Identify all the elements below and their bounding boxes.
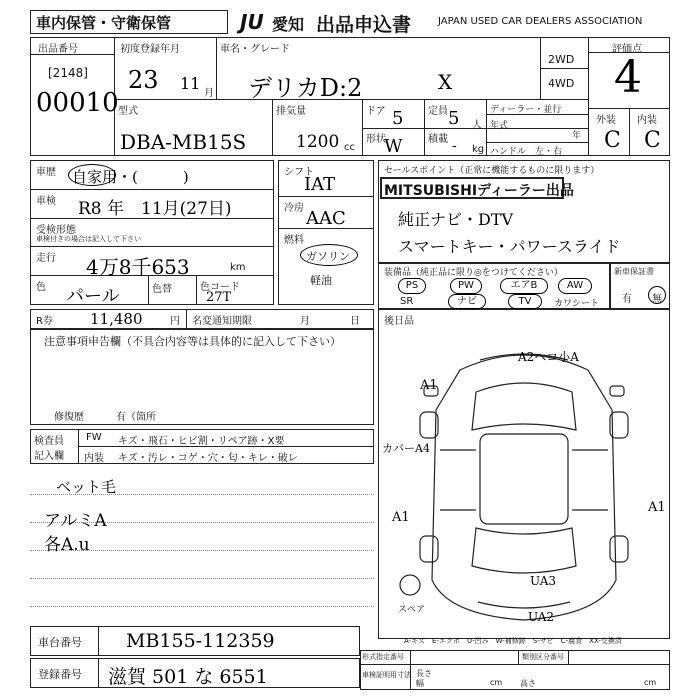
month-unit: 月 <box>300 316 310 327</box>
damage-legend: A-キズ E-エクボ U-凹み W-補修跡 S-サビ C-腐食 XX-交換済 <box>404 637 622 645</box>
type-label: 型式 <box>118 106 138 117</box>
equip-ps: PS <box>398 278 426 294</box>
capacity-unit: 人 <box>472 120 482 131</box>
fuel-label: 燃料 <box>284 235 304 246</box>
color-label: 色 <box>36 282 46 293</box>
damage-mark-ua2: UA2 <box>528 610 555 624</box>
damage-mark-cover: カバーA4 <box>382 442 430 455</box>
inspector-note-1: ベット毛 <box>56 478 117 496</box>
wd2-label: 2WD <box>548 53 575 66</box>
spare-label: スペア <box>398 605 426 615</box>
width-label: 幅 <box>416 679 424 688</box>
receipt-note: 車検付きの場合は記入して下さい <box>36 235 141 243</box>
chassis-label: 車台番号 <box>38 636 82 649</box>
shape-value: W <box>384 136 403 157</box>
inspector-row2: キズ・汚レ・コゲ・穴・匂・キレ・破レ <box>118 453 298 464</box>
plate-value: 滋賀 501 な 6551 <box>108 666 268 688</box>
recycle-label: R券 <box>36 316 53 327</box>
type-value: DBA-MB15S <box>120 130 247 154</box>
damage-mark-ua3: UA3 <box>530 574 557 588</box>
cm-1: cm <box>490 678 503 687</box>
form-title: 出品申込書 <box>316 14 412 36</box>
warranty-no: 無 <box>652 294 662 305</box>
grade-value: X <box>438 70 453 94</box>
equip-tv: TV <box>508 294 542 309</box>
storage-label: 車内保管・守衛保管 <box>36 14 172 32</box>
warranty-label: 新車保証書 <box>614 267 654 276</box>
class-label: 類別区分番号 <box>522 653 564 661</box>
day-unit: 日 <box>350 316 360 327</box>
reg-date-label: 初度登録年月 <box>120 44 180 55</box>
history-value: 自家用・( ) <box>72 168 189 186</box>
lot-number: 00010 <box>36 88 119 118</box>
repair-label: 修復歴 <box>54 412 84 423</box>
year-label: 年式 <box>490 121 509 131</box>
eval-label: 評価点 <box>612 44 642 55</box>
inspect-value: R8 年 11月(27日) <box>78 199 232 219</box>
model-label: 車名・グレード <box>220 44 290 55</box>
displacement-label: 排気量 <box>276 106 306 117</box>
receipt-label: 受検形態 <box>36 225 76 236</box>
height-label: 高さ <box>520 679 536 688</box>
reg-month-unit: 月 <box>204 88 214 99</box>
recycle-unit: 円 <box>170 316 180 327</box>
reg-year: 23 <box>128 66 159 94</box>
cm-2: cm <box>644 678 657 687</box>
org-name: 愛知 <box>272 15 305 34</box>
equip-airbag: エアB <box>500 278 548 294</box>
load-label: 積載 <box>428 134 448 145</box>
inspector-row2-head: 内装 <box>84 453 104 464</box>
handle-label: ハンドル 左・右 <box>490 147 563 157</box>
inspect-label: 車検 <box>36 196 56 207</box>
notes-header: 注意事項申告欄（不具合内容等は具体的に記入して下さい） <box>44 335 341 348</box>
association-name: JAPAN USED CAR DEALERS ASSOCIATION <box>438 16 643 27</box>
brand-label: MITSUBISHIディーラー出品 <box>384 183 574 199</box>
repair-value: 有（箇所 <box>116 412 156 423</box>
length-label: 長さ <box>416 669 432 678</box>
door-label: ドア <box>366 106 386 117</box>
dealer-label: ディーラー・並行 <box>490 105 562 115</box>
damage-mark-front: A2ヘコ小A <box>518 350 579 364</box>
warranty-yes: 有 <box>622 294 632 305</box>
colorcode-label: 色コード <box>200 282 240 293</box>
interior-grade: C <box>644 128 661 153</box>
mileage-label: 走行 <box>36 253 56 264</box>
capacity-label: 定員 <box>428 106 448 117</box>
history-label: 車歴 <box>36 167 56 178</box>
chassis-value: MB155-112359 <box>126 630 275 652</box>
inspector-label-1: 検査員 <box>34 436 64 447</box>
inspector-note-3: 各A.u <box>44 535 90 555</box>
shift-value: IAT <box>304 174 336 195</box>
capacity-value: 5 <box>448 108 460 129</box>
cert-label: 形式指定番号 <box>362 653 404 661</box>
equip-navi: ナビ <box>448 294 486 309</box>
displacement-value: 1200 <box>296 132 340 152</box>
damage-mark-a1-top: A1 <box>420 378 438 393</box>
year-unit: 年 <box>572 131 582 141</box>
size-label: 車検証明用寸法 <box>362 671 411 679</box>
damage-mark-a1-left: A1 <box>392 510 410 525</box>
ju-logo: JU <box>240 10 264 34</box>
shift-label: シフト <box>284 167 314 178</box>
sales-point-2: スマートキー・パワースライド <box>398 237 621 256</box>
exterior-grade: C <box>604 128 621 153</box>
wd4-label: 4WD <box>548 77 575 90</box>
eval-score: 4 <box>614 52 642 103</box>
reg-month: 11 <box>180 74 201 93</box>
equip-aw: AW <box>558 278 592 294</box>
equip-seat: カワシート <box>554 299 600 309</box>
shape-label: 形状 <box>366 134 386 145</box>
equip-sr: SR <box>400 296 414 307</box>
mileage-value: 4万8千653 <box>86 255 190 279</box>
exterior-label: 外装 <box>596 115 616 126</box>
plate-label: 登録番号 <box>38 668 82 681</box>
displacement-unit: cc <box>344 142 355 153</box>
fuel-diesel: 軽油 <box>310 274 332 287</box>
load-unit: kg <box>472 144 485 155</box>
colorant-label: 色替 <box>152 284 172 295</box>
ac-label: 冷房 <box>284 203 304 214</box>
door-value: 5 <box>392 108 404 129</box>
colorcode-value: 27T <box>206 290 232 305</box>
inspector-row1: キズ・飛石・ヒビ割・リペア跡・X要 <box>118 436 285 447</box>
damage-mark-a1-right: A1 <box>648 500 666 515</box>
model-name: デリカD:2 <box>248 74 363 102</box>
equipment-header: 装備品（純正品に限り◎をつけてください） <box>384 268 563 278</box>
sales-point-1: 純正ナビ・DTV <box>398 210 514 229</box>
rear-label: 後日品 <box>384 316 414 327</box>
sales-header: セールスポイント（正常に機能するものに限ります） <box>384 166 600 176</box>
mileage-unit: km <box>230 262 246 273</box>
load-value: - <box>452 138 457 154</box>
ac-value: AAC <box>306 208 346 229</box>
interior-label: 内装 <box>637 115 657 126</box>
car-damage-diagram <box>380 330 668 630</box>
lot-bracket: [2148] <box>48 66 88 80</box>
color-value: パール <box>66 286 120 307</box>
inspector-row1-head: FW <box>86 432 102 443</box>
inspector-note-2: アルミA <box>44 511 107 531</box>
inspector-label-2: 記入欄 <box>34 451 64 462</box>
recycle-value: 11,480 <box>90 310 143 328</box>
lot-label: 出品番号 <box>38 44 78 55</box>
tax-deadline-label: 名変通知期限 <box>192 316 252 327</box>
equip-pw: PW <box>450 278 482 294</box>
fuel-gasoline: ガソリン <box>306 250 350 263</box>
